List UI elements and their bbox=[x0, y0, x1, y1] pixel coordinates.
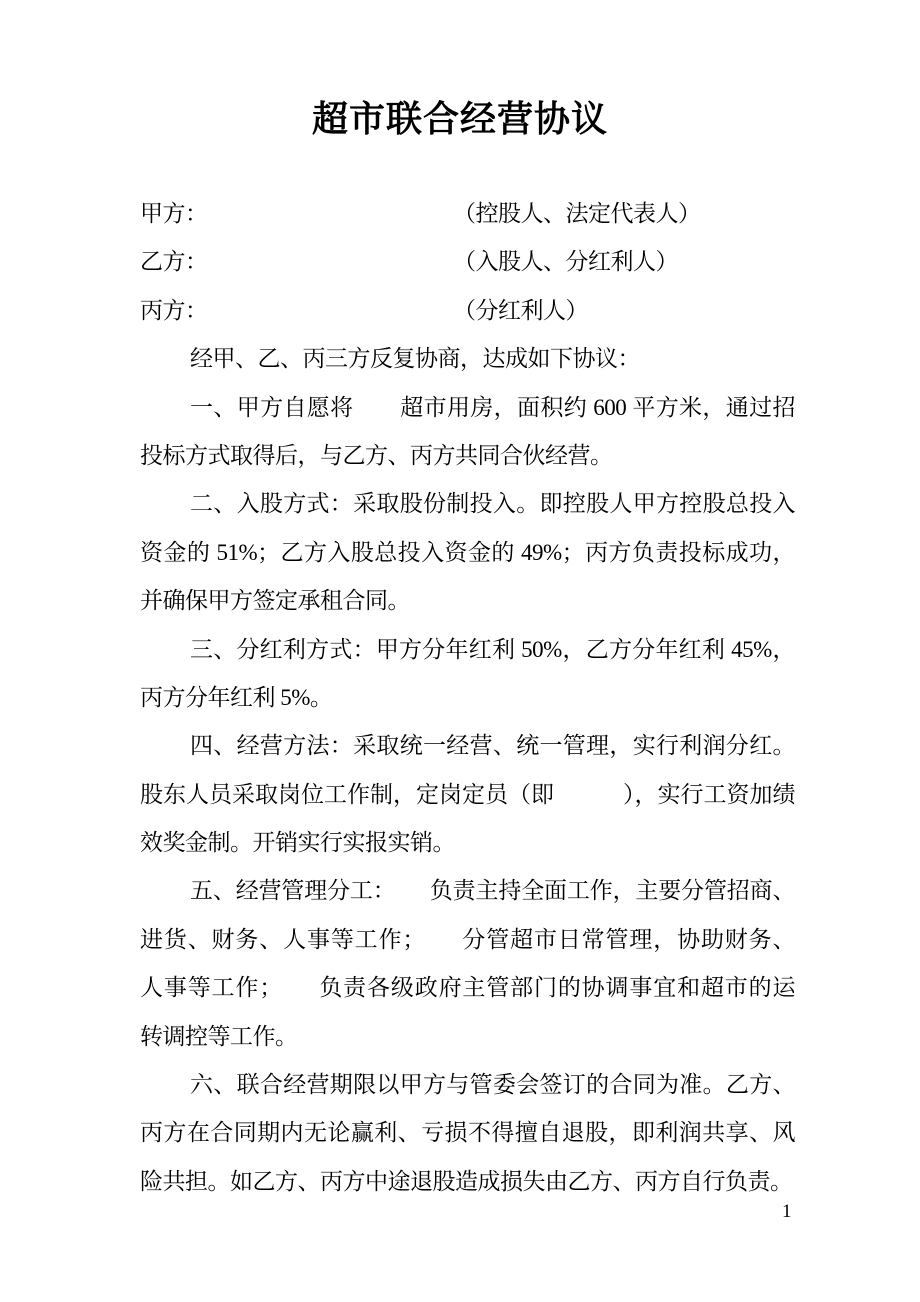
party-row bbox=[140, 238, 795, 286]
body-line: 二、入股方式：采取股份制投入。即控股人甲方控股总投入 bbox=[190, 491, 795, 517]
body-line: 丙方在合同期内无论赢利、亏损不得擅自退股，即利润共享、风 bbox=[140, 1120, 795, 1146]
document-body bbox=[140, 190, 795, 1206]
body-line: 股东人员采取岗位工作制，定岗定员（即 ），实行工资加绩 bbox=[140, 781, 795, 807]
party-role: （入股人、分红利人） bbox=[453, 249, 678, 275]
document-title: 超市联合经营协议 bbox=[311, 99, 608, 139]
party-label: 丙方： bbox=[140, 297, 208, 323]
body-line: 五、经营管理分工： 负责主持全面工作，主要分管招商、 bbox=[190, 878, 795, 904]
body-line: 三、分红利方式：甲方分年红利 50%，乙方分年红利 45%， bbox=[190, 636, 795, 662]
body-line: 投标方式取得后，与乙方、丙方共同合伙经营。 bbox=[140, 442, 613, 468]
body-line: 经甲、乙、丙三方反复协商，达成如下协议： bbox=[190, 346, 640, 372]
body-line: 六、联合经营期限以甲方与管委会签订的合同为准。乙方、 bbox=[190, 1072, 795, 1098]
body-line: 效奖金制。开销实行实报实销。 bbox=[140, 830, 455, 856]
party-row bbox=[140, 190, 795, 238]
party-label: 乙方： bbox=[140, 249, 208, 275]
body-line: 资金的 51%；乙方入股总投入资金的 49%；丙方负责投标成功， bbox=[140, 539, 795, 565]
party-row bbox=[140, 287, 795, 335]
body-lines bbox=[140, 335, 795, 1206]
body-line: 转调控等工作。 bbox=[140, 1023, 298, 1049]
body-line: 并确保甲方签定承租合同。 bbox=[140, 588, 410, 614]
party-role: （分红利人） bbox=[453, 297, 588, 323]
party-label: 甲方： bbox=[140, 201, 208, 226]
body-line: 进货、财务、人事等工作； 分管超市日常管理，协助财务、 bbox=[140, 926, 795, 952]
body-line: 人事等工作； 负责各级政府主管部门的协调事宜和超市的运 bbox=[140, 975, 795, 1001]
body-line: 四、经营方法：采取统一经营、统一管理，实行利润分红。 bbox=[190, 733, 795, 759]
party-role: （控股人、法定代表人） bbox=[453, 201, 701, 226]
body-line: 一、甲方自愿将 超市用房，面积约 600 平方米，通过招 bbox=[190, 394, 795, 420]
body-line: 险共担。如乙方、丙方中途退股造成损失由乙方、丙方自行负责。 bbox=[140, 1168, 793, 1194]
page-number: 1 bbox=[782, 1201, 792, 1222]
body-line: 丙方分年红利 5%。 bbox=[140, 684, 333, 710]
